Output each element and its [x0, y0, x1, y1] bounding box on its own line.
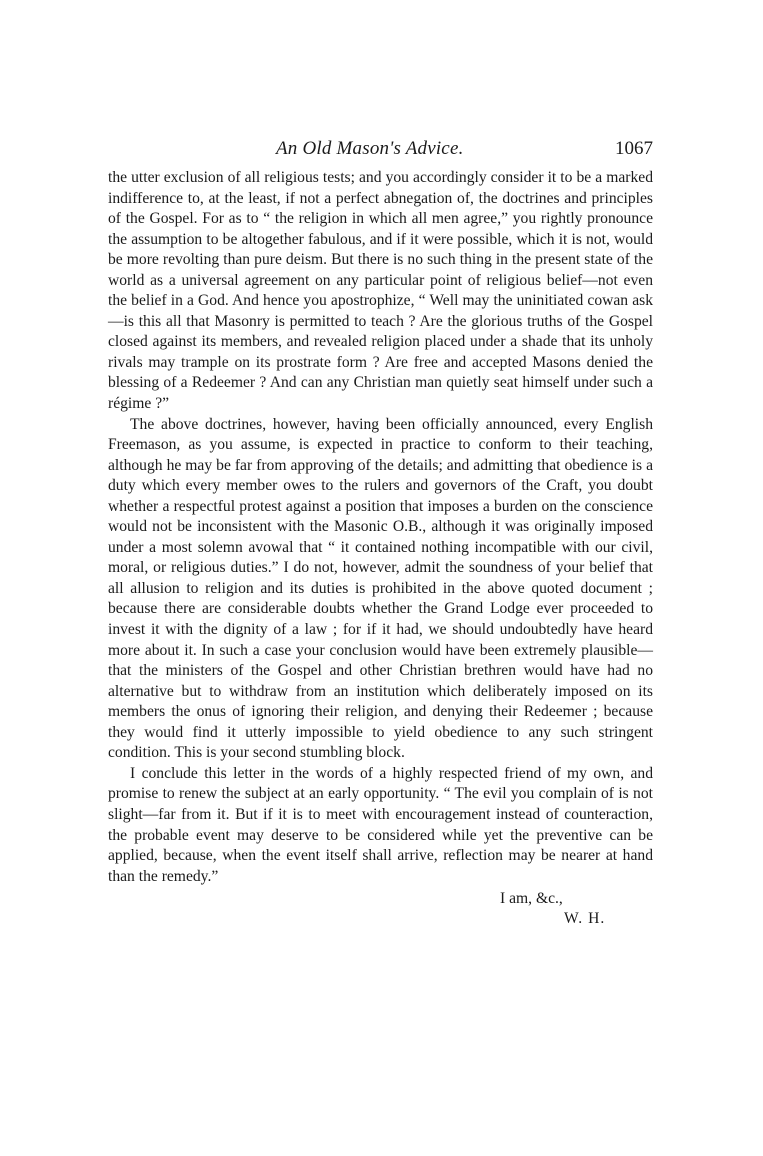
running-head [108, 138, 653, 168]
signature: W. H. [564, 910, 606, 928]
page-number: 1067 [615, 138, 653, 159]
running-title: An Old Mason's Advice. [276, 138, 464, 159]
paragraph: I conclude this letter in the words of a highly respected friend of my own, and promise to renew the subject at an early opportunity. “ The evil you complain of is not slight—far from it. But if it is to meet with encouragement instead of counteraction, the probable event may deserve to be considered while yet the preventive can be applied, because, when the event itself shall arrive, reflection may be nearer at hand than the remedy.” [108, 764, 653, 885]
signoff [108, 889, 653, 933]
document-page [108, 138, 653, 933]
closing: I am, &c., [500, 890, 563, 908]
paragraph: The above doctrines, however, having been officially announced, every English Freemason, as you assume, is expected in practice to conform to their teaching, although he may be far from approving of the details; and admitting that obedience is a duty which every member owes to the rulers and governors of the Craft, you doubt whether a respectful protest against a position that imposes a burden on the conscience would not be inconsistent with the Masonic O.B., although it was originally imposed under a most solemn avowal that “ it contained nothing incompatible with our civil, moral, or religious duties.” I do not, however, admit the soundness of your belief that all allusion to religion and its duties is prohibited in the above quoted document ; because there are considerable doubts whether the Grand Lodge ever proceeded to invest it with the dignity of a law ; for if it had, we should undoubtedly have heard more about it. In such a case your conclusion would have been extremely plausible—that the ministers of the Gospel and other Christian brethren would have had no alternative but to withdraw from an institution which deliberately imposed on its members the onus of ignoring their religion, and denying their Redeemer ; because they would find it utterly impossible to yield obedience to any such stringent condition. This is your second stumbling block. [108, 415, 653, 762]
paragraph-continued: the utter exclusion of all religious tests; and you accordingly consider it to be a marked indifference to, at the least, if not a perfect abnegation of, the doctrines and principles of the Gospel. For as to “ the religion in which all men agree,” you rightly pronounce the assumption to be altogether fabulous, and if it were possible, which it is not, would be more revolting than pure deism. But there is no such thing in the present state of the world as a universal agreement on any particular point of religious belief—not even the belief in a God. And hence you apostrophize, “ Well may the uninitiated cowan ask—is this all that Masonry is permitted to teach ? Are the glorious truths of the Gospel closed against its members, and revealed religion placed under a shade that its unholy rivals may trample on its prostrate form ? Are free and accepted Masons denied the blessing of a Redeemer ? And can any Christian man quietly seat himself under such a régime ?” [108, 169, 653, 413]
letter-body [108, 168, 653, 887]
